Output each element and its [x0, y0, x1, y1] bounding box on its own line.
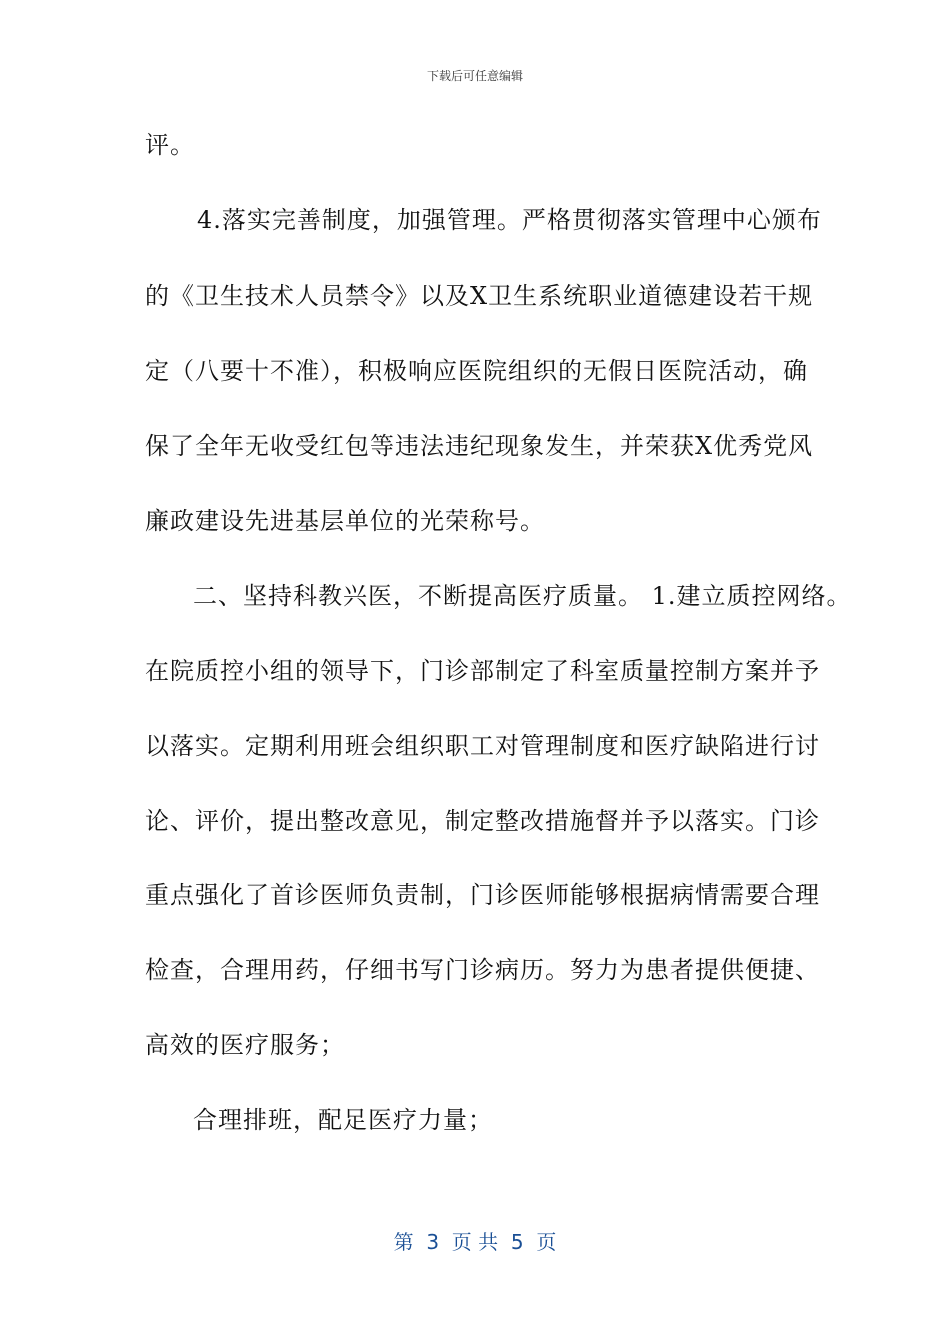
page-number-footer: 第 3 页 共 5 页	[393, 1230, 557, 1254]
text-line: 廉政建设先进基层单位的光荣称号。	[145, 507, 545, 535]
header-note: 下载后可任意编辑	[426, 69, 523, 83]
text-line: 评。	[145, 131, 195, 159]
text-line: 在院质控小组的领导下，门诊部制定了科室质量控制方案并予	[145, 657, 820, 685]
text-line: 定（八要十不准），积极响应医院组织的无假日医院活动，确	[145, 357, 808, 385]
text-line: 的《卫生技术人员禁令》以及X卫生系统职业道德建设若干规	[145, 282, 814, 310]
text-line: 4.落实完善制度，加强管理。严格贯彻落实管理中心颁布	[197, 206, 822, 234]
text-line: 论、评价，提出整改意见，制定整改措施督并予以落实。门诊	[145, 807, 820, 835]
text-line: 高效的医疗服务；	[145, 1031, 345, 1059]
text-line: 合理排班，配足医疗力量；	[193, 1106, 493, 1134]
text-line: 二、坚持科教兴医，不断提高医疗质量。 1.建立质控网络。	[193, 582, 852, 610]
text-line: 重点强化了首诊医师负责制，门诊医师能够根据病情需要合理	[145, 881, 820, 909]
text-line: 以落实。定期利用班会组织职工对管理制度和医疗缺陷进行讨	[145, 732, 820, 760]
text-line: 检查，合理用药，仔细书写门诊病历。努力为患者提供便捷、	[145, 956, 820, 984]
text-line: 保了全年无收受红包等违法违纪现象发生，并荣获X优秀党风	[145, 432, 814, 460]
